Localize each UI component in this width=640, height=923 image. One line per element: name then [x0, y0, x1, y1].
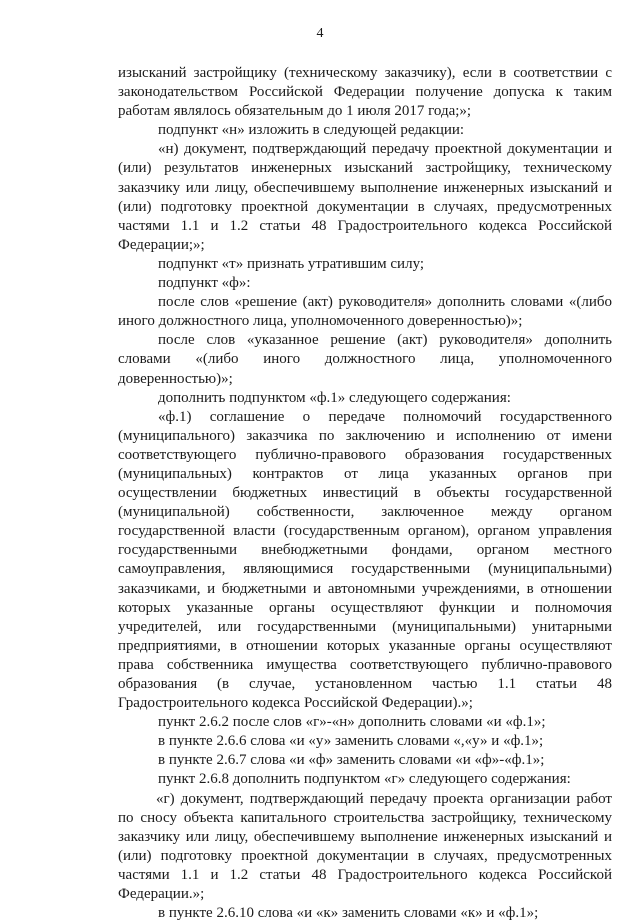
paragraph: пункт 2.6.2 после слов «г»-«н» дополнить словами «и «ф.1»;: [158, 714, 546, 731]
paragraph: изысканий застройщику (техническому заказчику), если в соответствии с законодательством Российской Федерации получение допуска к таким работам являлось обязательным до 1 июля 2017 года;»;: [118, 65, 612, 120]
paragraph: в пункте 2.6.7 слова «и «ф» заменить словами «и «ф»-«ф.1»;: [158, 752, 545, 769]
page-number: 4: [316, 26, 324, 41]
paragraph: подпункт «т» признать утратившим силу;: [158, 255, 425, 272]
paragraph: в пункте 2.6.10 слова «и «к» заменить словами «к» и «ф.1»;: [158, 905, 539, 922]
paragraph: дополнить подпунктом «ф.1» следующего содержания:: [158, 389, 511, 406]
document-body: [118, 64, 612, 923]
paragraph: «ф.1) соглашение о передаче полномочий государственного (муниципального) заказчика по заключению и исполнению от имени соответствующего публично-правового образования государственных (муниципальных) контрактов от лица указанных органов при осуществлении бюджетных инвестиций в объекты государственной (муниципальной) собственности, заключенное между органом государственной власти (государственным органом), органом управления государственными внебюджетными фондами, органом местного самоуправления, являющимися государственными (муниципальными) заказчиками, и бюджетными и автономными учреждениями, в отношении которых указанные органы осуществляют функции и полномочия учредителей, или государственными (муниципальными) унитарными предприятиями, в отношении которых указанные органы осуществляют права собственника имущества соответствующего публично-правового образования (в случае, установленном частью 1.1 статьи 48 Градостроительного кодекса Российской Федерации).»;: [118, 408, 612, 712]
paragraph: «н) документ, подтверждающий передачу проектной документации и (или) результатов инженерных изысканий застройщику, техническому заказчику или лицу, обеспечившему выполнение инженерных изысканий и (или) подготовку проектной документации в случаях, предусмотренных частями 1.1 и 1.2 статьи 48 Градостроительного кодекса Российской Федерации;»;: [118, 141, 612, 253]
paragraph: после слов «решение (акт) руководителя» дополнить словами «(либо иного должностного лица, уполномоченного доверенностью)»;: [118, 294, 612, 330]
paragraph: подпункт «н» изложить в следующей редакции:: [158, 122, 465, 139]
paragraph: пункт 2.6.8 дополнить подпунктом «г» следующего содержания:: [158, 771, 571, 788]
paragraph: после слов «указанное решение (акт) руководителя» дополнить словами «(либо иного должностного лица, уполномоченного доверенностью)»;: [118, 332, 612, 387]
paragraph: подпункт «ф»:: [158, 275, 251, 292]
paragraph: в пункте 2.6.6 слова «и «у» заменить словами «,«у» и «ф.1»;: [158, 733, 544, 750]
paragraph: «г) документ, подтверждающий передачу проекта организации работ по сносу объекта капитального строительства застройщику, техническому заказчику или лицу, обеспечившему выполнение инженерных изысканий и (или) подготовку проектной документации в случаях, предусмотренных частями 1.1 и 1.2 статьи 48 Градостроительного кодекса Российской Федерации.»;: [118, 790, 612, 903]
